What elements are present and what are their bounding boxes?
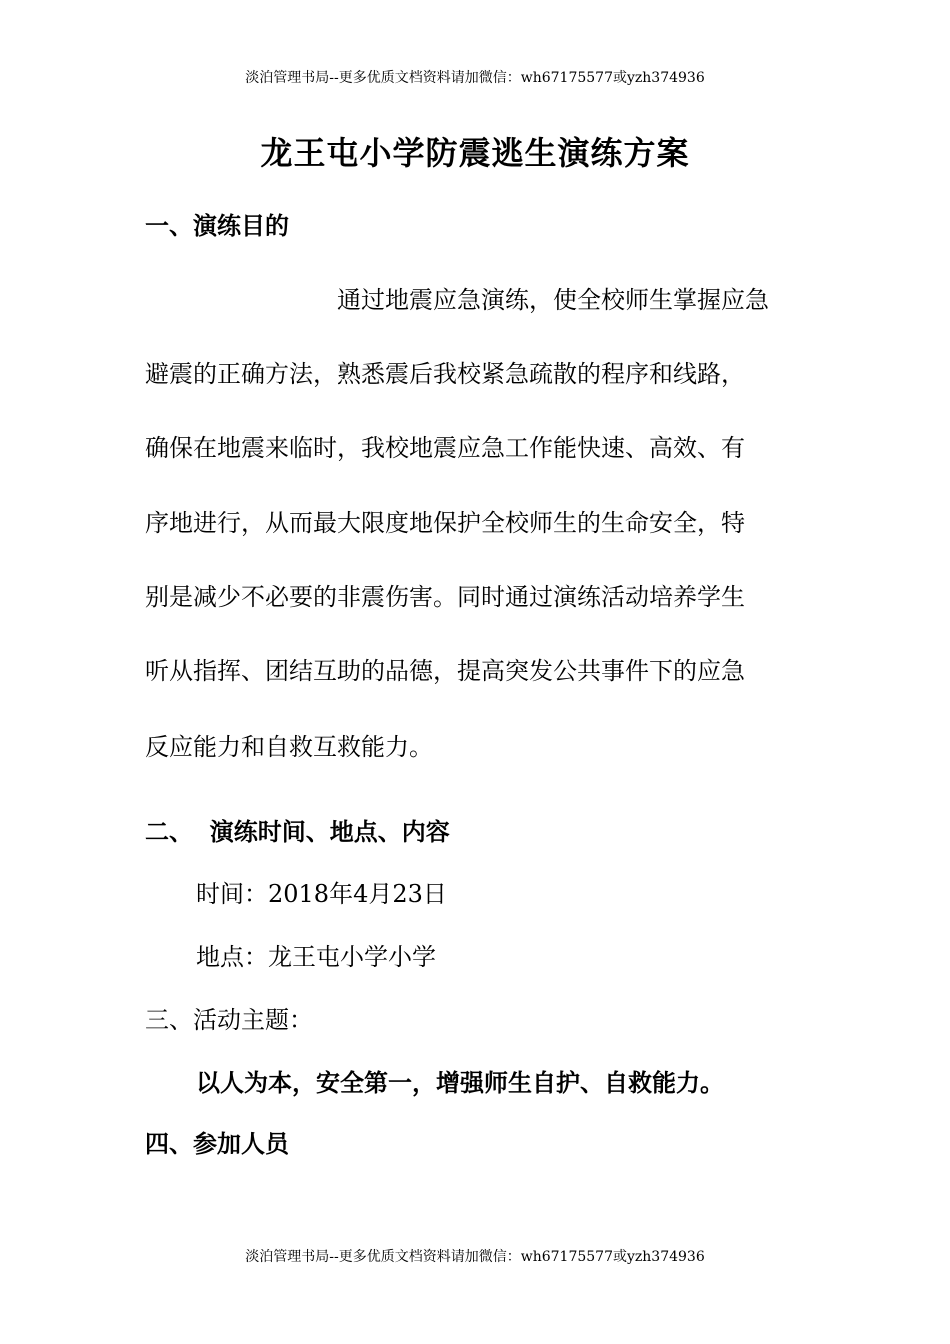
section-4-heading: 四、参加人员 bbox=[145, 1129, 289, 1158]
section-1-line: 序地进行，从而最大限度地保护全校师生的生命安全，特 bbox=[145, 509, 745, 537]
page-header: 淡泊管理书局--更多优质文档资料请加微信：wh67175577或yzh374936 bbox=[245, 70, 705, 86]
page-footer: 淡泊管理书局--更多优质文档资料请加微信：wh67175577或yzh374936 bbox=[245, 1249, 705, 1265]
drill-place: 地点：龙王屯小学小学 bbox=[196, 943, 436, 971]
section-1-heading: 一、演练目的 bbox=[145, 211, 289, 240]
section-1-line: 通过地震应急演练，使全校师生掌握应急 bbox=[337, 286, 769, 314]
section-1-line: 听从指挥、团结互助的品德，提高突发公共事件下的应急 bbox=[145, 657, 745, 685]
section-2-heading: 二、 演练时间、地点、内容 bbox=[145, 817, 450, 846]
drill-time: 时间：2018年4月23日 bbox=[196, 880, 447, 908]
section-1-line: 别是减少不必要的非震伤害。同时通过演练活动培养学生 bbox=[145, 583, 745, 611]
section-3-heading: 三、活动主题： bbox=[145, 1006, 313, 1034]
section-1-line: 反应能力和自救互救能力。 bbox=[145, 733, 433, 761]
activity-theme: 以人为本，安全第一，增强师生自护、自救能力。 bbox=[196, 1068, 724, 1097]
document-title: 龙王屯小学防震逃生演练方案 bbox=[260, 134, 690, 172]
section-1-line: 避震的正确方法，熟悉震后我校紧急疏散的程序和线路， bbox=[145, 360, 745, 388]
section-1-line: 确保在地震来临时，我校地震应急工作能快速、高效、有 bbox=[145, 434, 745, 462]
